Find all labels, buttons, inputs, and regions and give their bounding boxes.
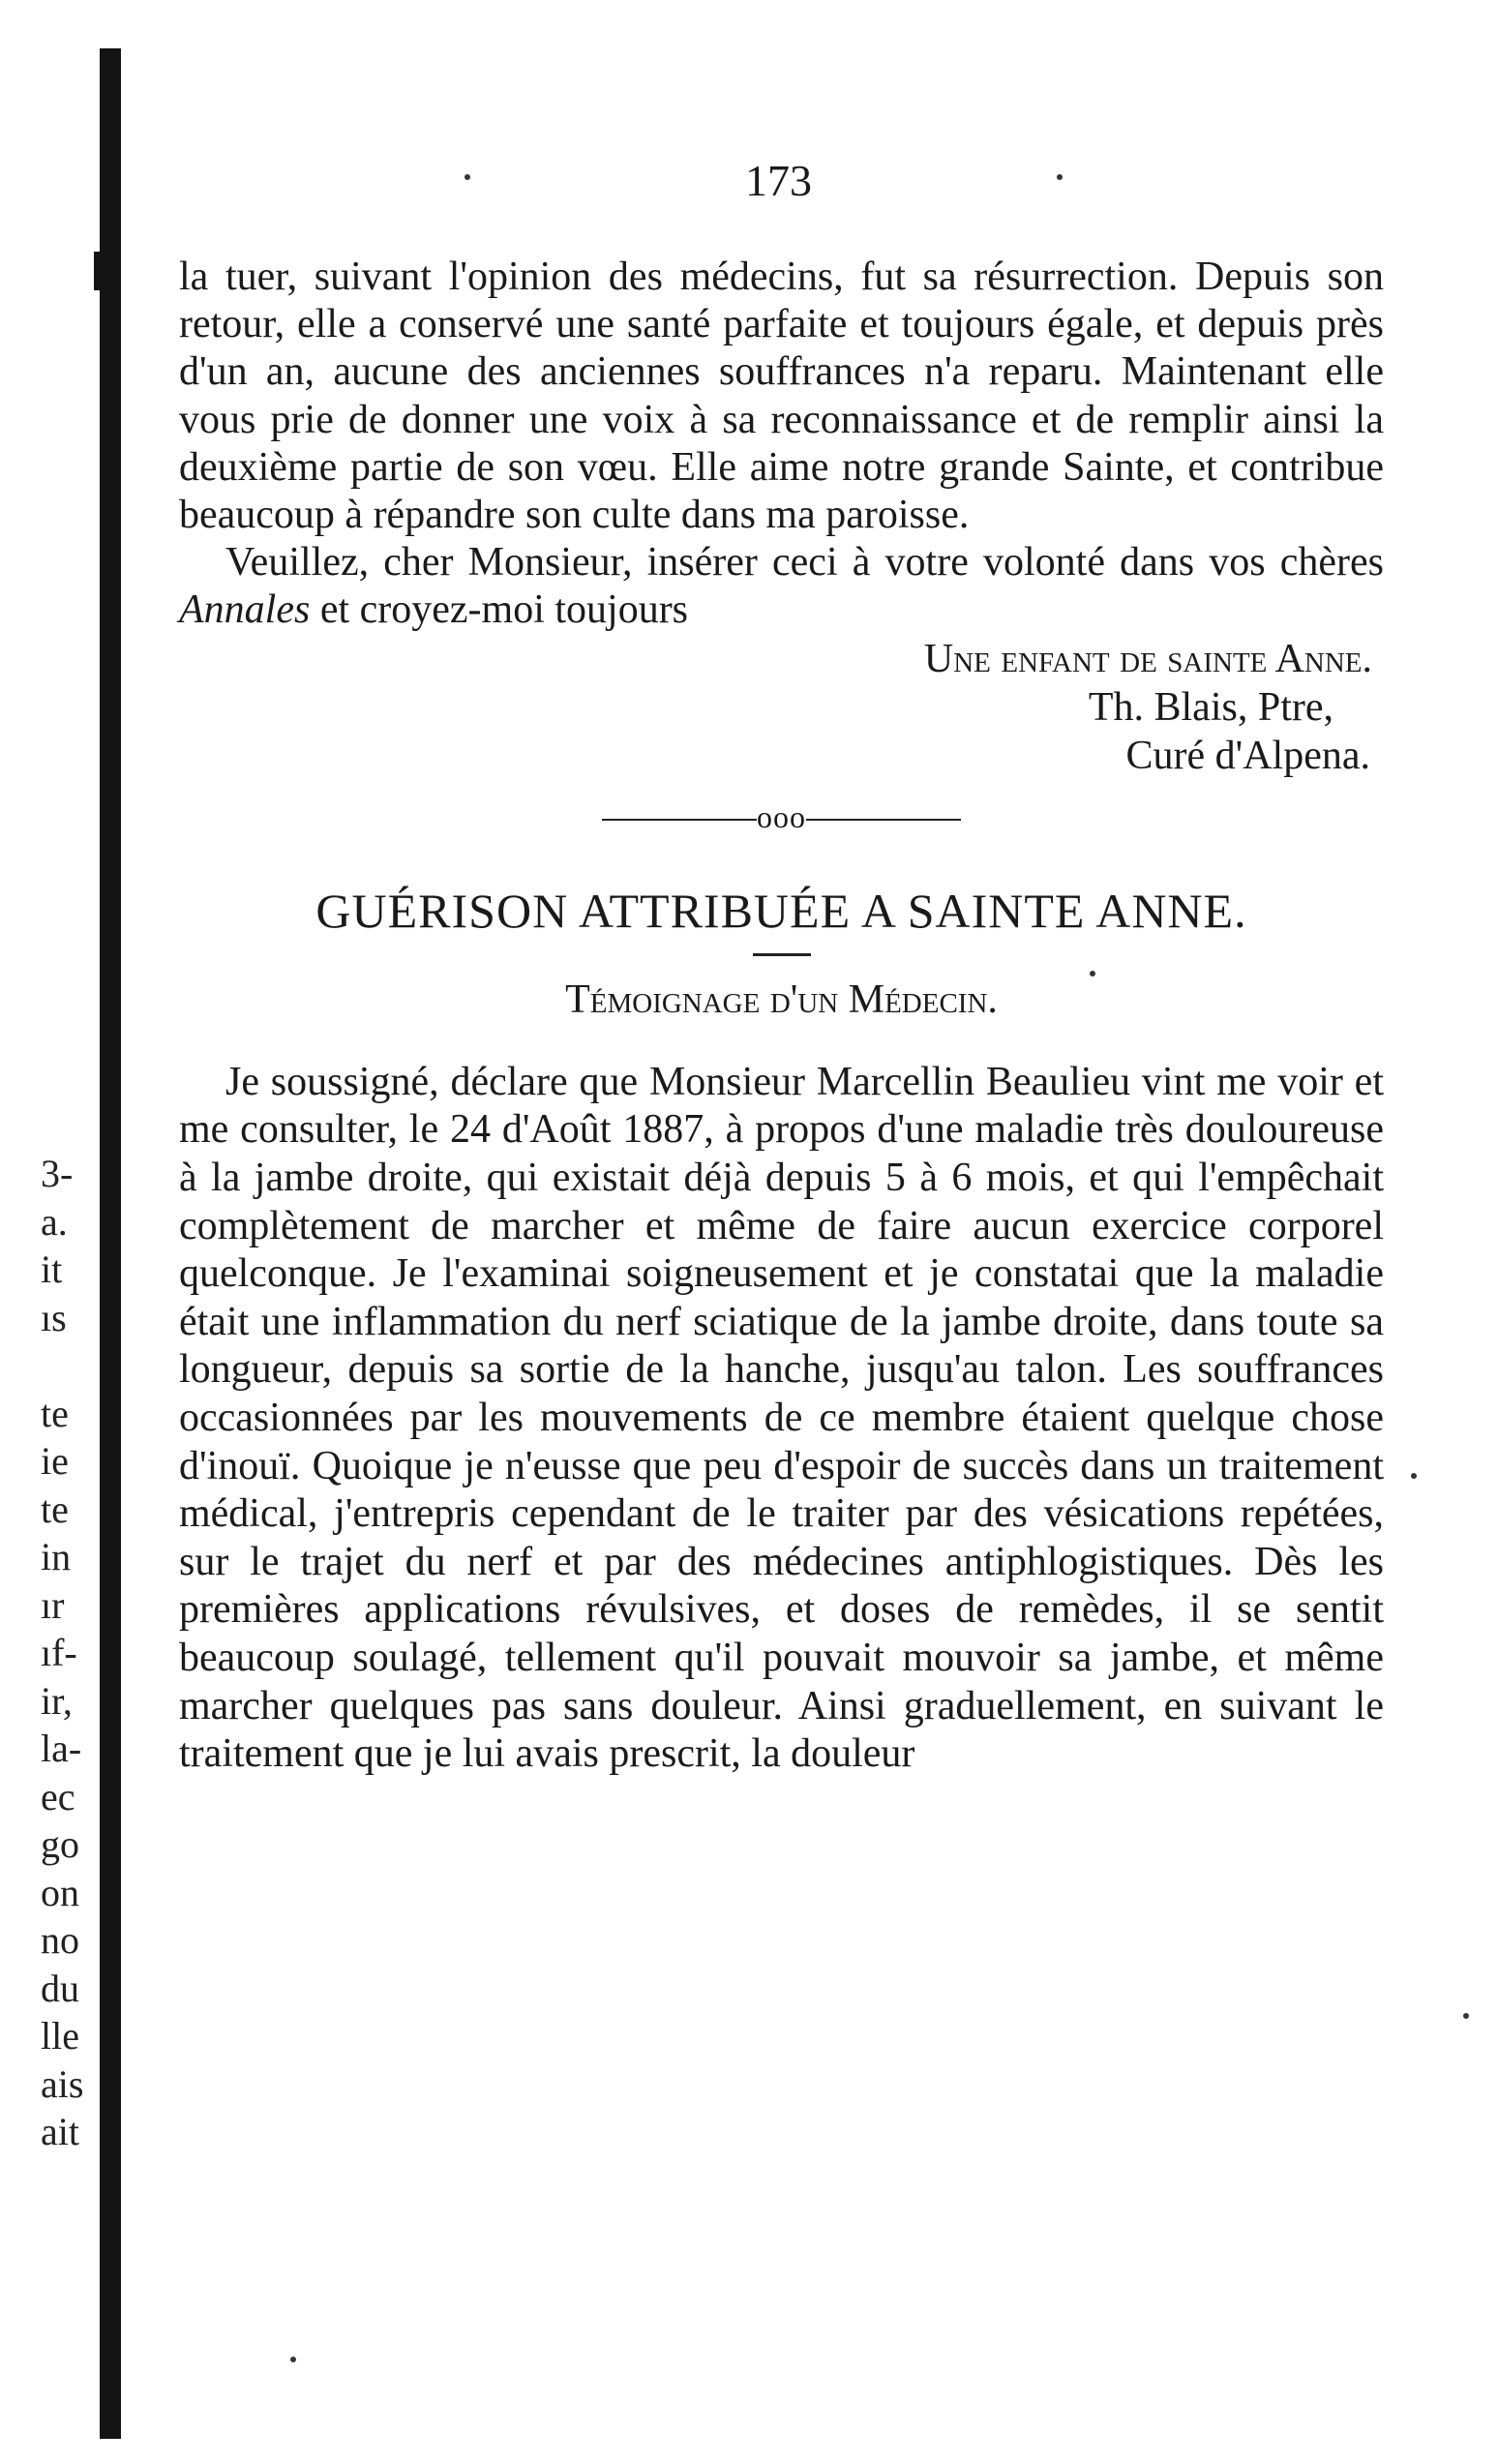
separator-rule-left <box>602 819 757 821</box>
margin-fragment: ait <box>41 2110 79 2153</box>
margin-fragment: ıf- <box>41 1631 77 1674</box>
margin-fragment: a. <box>41 1199 68 1244</box>
signer-name: Th. Blais, Ptre, <box>1088 684 1333 730</box>
margin-fragment: 3- <box>41 1152 74 1195</box>
letter-signature: Une enfant de sainte Anne. <box>923 636 1372 681</box>
margin-fragment: in <box>41 1535 72 1578</box>
section-separator <box>179 794 1384 841</box>
letter-paragraph-2-text: Veuillez, cher Monsieur, insérer ceci à votre volonté dans vos chères <box>225 540 1384 586</box>
margin-fragment: ec <box>41 1774 75 1818</box>
margin-fragment <box>41 1341 108 1390</box>
print-speck <box>1057 174 1063 180</box>
print-speck <box>290 2357 296 2362</box>
annales-title: Annales <box>179 587 311 633</box>
margin-fragment: no <box>41 1918 79 1962</box>
margin-fragment: ie <box>41 1439 69 1483</box>
article-title: GUÉRISON ATTRIBUÉE A SAINTE ANNE. <box>315 883 1247 938</box>
margin-fragment: ıs <box>41 1295 67 1339</box>
separator-rule-right <box>806 819 961 821</box>
page-binding-notch <box>94 252 102 290</box>
print-speck <box>1463 2013 1469 2019</box>
margin-fragment: ais <box>41 2061 84 2106</box>
margin-fragment: go <box>41 1822 79 1866</box>
adjacent-page-fragments <box>41 1150 108 2156</box>
margin-fragment: du <box>41 1966 79 2010</box>
margin-fragment: te <box>41 1391 69 1435</box>
page-content <box>179 254 1384 1779</box>
letter-paragraph-2 <box>179 539 1384 634</box>
margin-fragment: lle <box>41 2014 79 2058</box>
margin-fragment: la- <box>41 1727 82 1770</box>
page-number: 173 <box>745 156 812 205</box>
margin-fragment: ir, <box>41 1678 73 1723</box>
article-body: Je soussigné, déclare que Monsieur Marcellin Beaulieu vint me voir et me consulter, le 24 d'Août 1887, à propos d'une maladie très douloureuse à la jambe droite, qui existait déjà depuis 5 à 6 mois, et qui l'empêchait complètement de marcher et même de faire aucun exercice corporel quelconque. Je l'examinai soigneusement et je constatai que la maladie était une inflammation du nerf sciatique de la jambe droite, dans toute sa longueur, depuis sa sortie de la hanche, jusqu'au talon. Les souffrances occasionnées par les mouvements de ce membre étaient quelque chose d'inouï. Quoique je n'eusse que peu d'espoir de succès dans un traitement médical, j'entrepris cependant de le traiter par des vésications repétées, sur le trajet du nerf et par des médecines antiphlogistiques. Dès les premières applications révulsives, et doses de remèdes, il se sentit beaucoup soulagé, tellement qu'il pouvait mouvoir sa jambe, et même marcher quelques pas sans douleur. Ainsi graduellement, en suivant le traitement que je lui avais prescrit, la douleur <box>179 1059 1384 1777</box>
margin-fragment: on <box>41 1870 79 1914</box>
signer-title: Curé d'Alpena. <box>1125 733 1370 778</box>
title-rule <box>753 953 811 956</box>
letter-paragraph-2-end: et croyez-moi toujours <box>310 587 689 633</box>
article-subtitle: Témoignage d'un Médecin. <box>565 977 998 1022</box>
margin-fragment: it <box>41 1247 63 1291</box>
letter-paragraph-1: la tuer, suivant l'opinion des médecins, fut sa résurrection. Depuis son retour, elle a conservé une santé parfaite et toujours égale, et depuis près d'un an, aucune des anciennes souffrances n'a reparu. Maintenant elle vous prie de donner une voix à sa reconnaissance et de remplir ainsi la deuxième partie de son vœu. Elle aime notre grande Sainte, et contribue beaucoup à répandre son culte dans ma paroisse. <box>179 255 1384 538</box>
print-speck <box>1090 971 1095 977</box>
margin-fragment: te <box>41 1487 69 1531</box>
separator-ornament: ooo <box>757 798 806 834</box>
print-speck <box>464 174 470 180</box>
print-speck <box>1411 1473 1417 1479</box>
margin-fragment: ır <box>41 1582 65 1627</box>
